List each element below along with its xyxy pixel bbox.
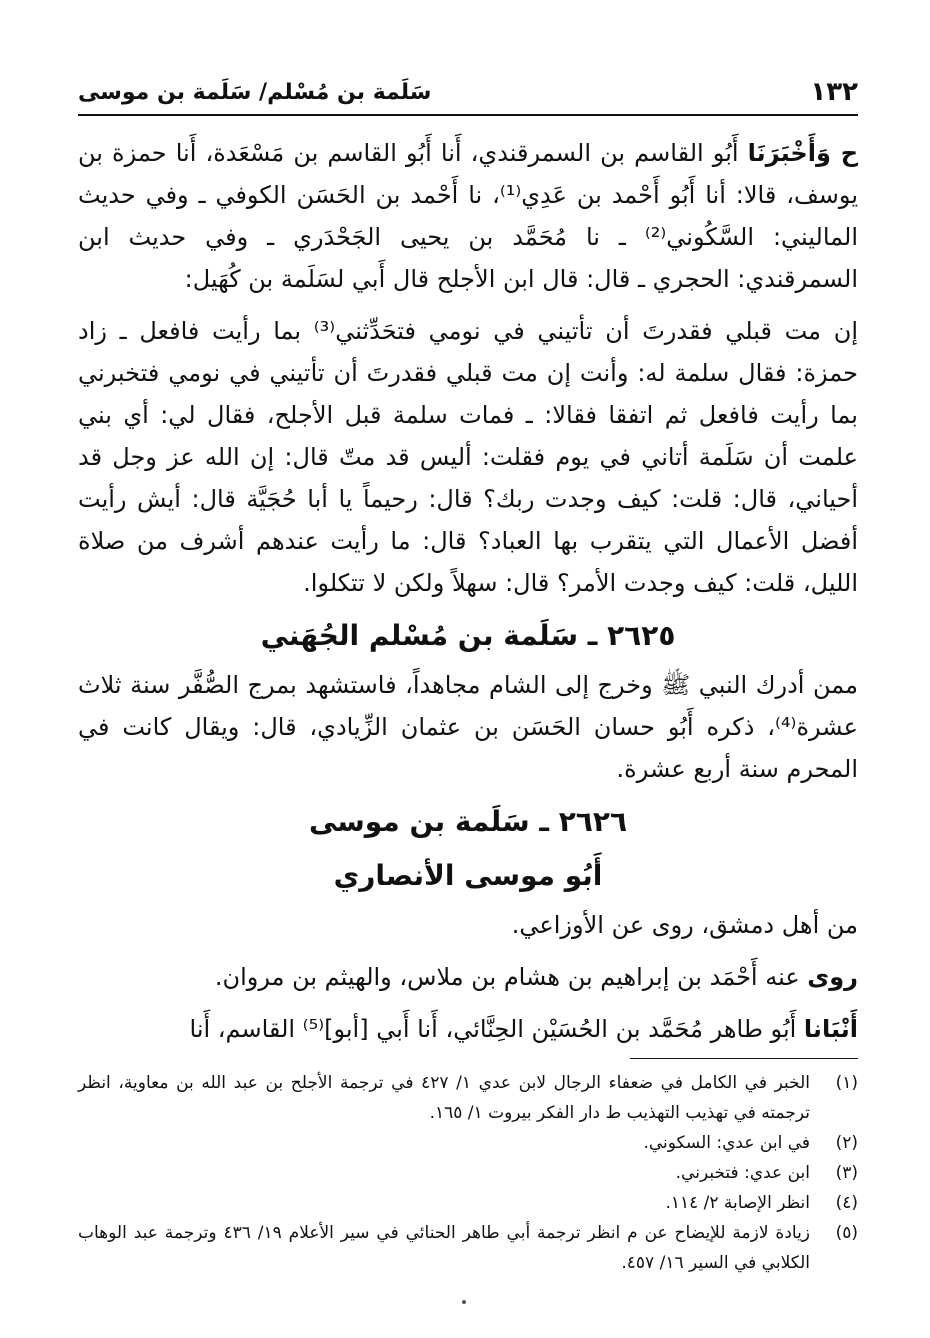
footnotes [78,1068,858,1278]
footnote [78,1068,858,1128]
footnote-number: (٢) [835,1133,858,1153]
footnote-number: (٤) [835,1193,858,1213]
narration-lead: ح وَأَخْبَرَنَا [747,139,858,167]
page-body [78,132,858,1060]
paragraph-text: عنه أَحْمَد بن إبراهيم بن هشام بن ملاس، والهيثم بن مروان. [214,963,808,991]
footnote [78,1188,858,1218]
footnote-number: (١) [835,1073,858,1093]
footnote-divider [630,1058,858,1059]
entry-subtitle-2626: أَبُو موسى الأنصاري [333,859,603,892]
footnote-text: ابن عدي: فتخبرني. [675,1163,810,1183]
footnote-text: الخبر في الكامل في ضعفاء الرجال لابن عدي ١/ ٤٢٧ في ترجمة الأجلح بن عبد الله بن معاوية، انظر ترجمته في تهذيب التهذيب ط دار الفكر بيروت ١/ ١٦٥. [78,1073,810,1123]
paragraph-entry-2625: ممن أدرك النبي ﷺ وخرج إلى الشام مجاهداً، فاستشهد بمرج الصُّفَّر سنة ثلاث عشرة⁽⁴⁾، ذكره أَبُو حسان الحَسَن بن عثمان الزِّيادي، قال: ويقال كانت في المحرم سنة أربع عشرة. [78,671,858,783]
paragraph-origin: من أهل دمشق، روى عن الأوزاعي. [511,911,858,939]
paragraph-narrators [78,956,858,998]
running-title: سَلَمة بن مُسْلم/ سَلَمة بن موسى [78,79,432,105]
footnote [78,1128,858,1158]
footnote [78,1218,858,1278]
footnote-number: (٣) [835,1163,858,1183]
entry-title-2625: ٢٦٢٥ ـ سَلَمة بن مُسْلم الجُهَني [260,619,676,652]
scan-speck [462,1300,466,1304]
entry-title-2626: ٢٦٢٦ ـ سَلَمة بن موسى [308,805,628,838]
footnote [78,1158,858,1188]
paragraph-isnad [78,132,858,300]
narration-lead: أَنْبَانا [803,1015,858,1043]
footnote-text: في ابن عدي: السكوني. [643,1133,810,1153]
paragraph-text: أَبُو طاهر مُحَمَّد بن الحُسَيْن الحِنَّائي، أَنا أَبي [أبو]⁽⁵⁾ القاسم، أَنا [189,1015,804,1043]
footnote-text: انظر الإصابة ٢/ ١١٤. [665,1193,810,1213]
paragraph-text: أَبُو القاسم بن السمرقندي، أَنا أَبُو القاسم بن مَسْعَدة، أَنا حمزة بن يوسف، قالا: أنا أَبُو أَحْمد بن عَدِي⁽¹⁾، نا أَحْمد بن الحَسَن الكوفي ـ وفي حديث الماليني: السَّكُوني⁽²⁾ ـ نا مُحَمَّد بن يحيى الجَحْدَري ـ وفي حديث ابن السمرقندي: الحجري ـ قال: قال ابن الأجلح قال أَبي لسَلَمة بن كُهَيل: [78,139,858,293]
paragraph-dream-narration: إن مت قبلي فقدرتَ أن تأتيني في نومي فتحَدِّثني⁽³⁾ بما رأيت فافعل ـ زاد حمزة: فقال سلمة له: وأنت إن مت قبلي فقدرتَ أن تأتيني في نومي فتخبرني بما رأيت فافعل ثم اتفقا فقالا: ـ فمات سلمة قبل الأجلح، فقال لي: أي بني علمت أن سَلَمة أتاني في يوم فقلت: أليس قد متّ قال: إن الله عز وجل قد أحياني، قال: قلت: كيف وجدت ربك؟ قال: رحيماً يا أبا حُجَيَّة قال: أيش رأيت أفضل الأعمال التي يتقرب بها العباد؟ قال: ما رأيت عندهم أشرف من صلاة الليل، قلت: كيف وجدت الأمر؟ قال: سهلاً ولكن لا تتكلوا. [78,317,859,597]
page-number: ١٣٢ [810,77,858,107]
footnote-text: زيادة لازمة للإيضاح عن م انظر ترجمة أبي طاهر الحنائي في سير الأعلام ١٩/ ٤٣٦ وترجمة عبد الوهاب الكلابي في السير ١٦/ ٤٥٧. [78,1223,811,1273]
footnote-number: (٥) [835,1223,858,1243]
paragraph-isnad-continued [78,1008,858,1050]
page-header [78,70,858,116]
narration-lead: روى [807,963,858,991]
